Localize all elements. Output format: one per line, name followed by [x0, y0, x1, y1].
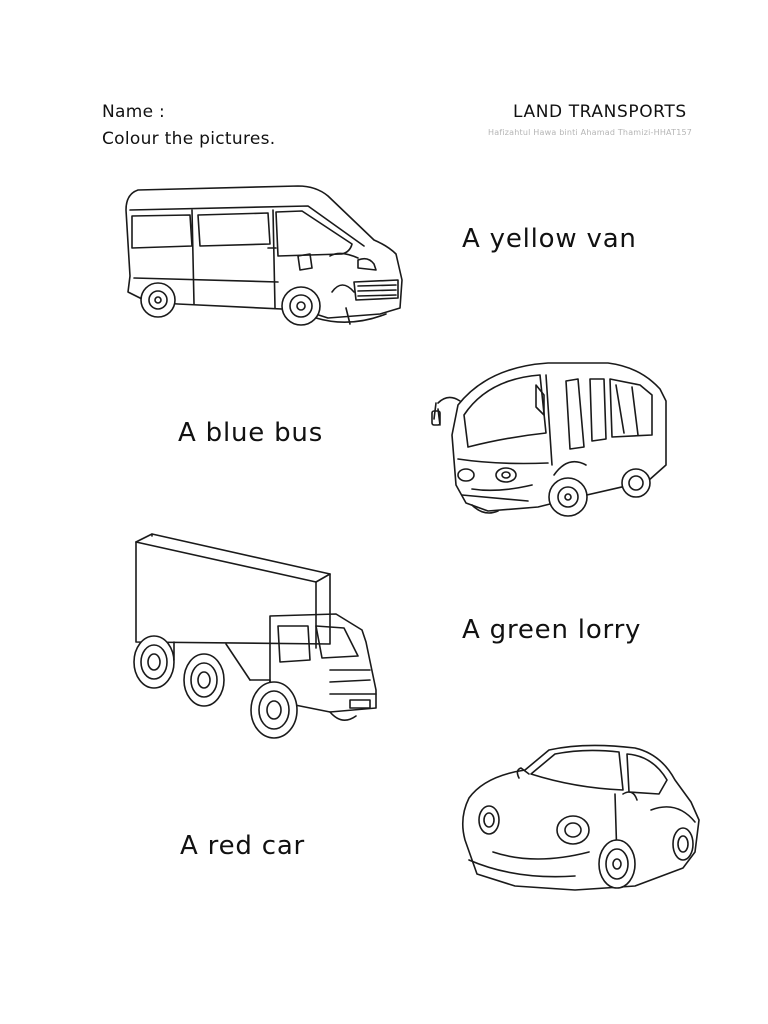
lorry-drawing-icon [130, 530, 385, 745]
caption-lorry: A green lorry [462, 615, 642, 645]
caption-car: A red car [180, 831, 306, 861]
van-drawing-icon [118, 180, 408, 330]
caption-bus: A blue bus [178, 418, 324, 448]
name-label: Name : [102, 102, 166, 122]
worksheet-title: LAND TRANSPORTS [513, 102, 687, 122]
caption-van: A yellow van [462, 224, 637, 254]
car-drawing-icon [455, 740, 705, 895]
bus-drawing-icon [428, 355, 673, 525]
author-credit: Hafizahtul Hawa binti Ahamad Thamizi-HHAT157 [488, 128, 693, 137]
instruction-text: Colour the pictures. [102, 129, 276, 149]
